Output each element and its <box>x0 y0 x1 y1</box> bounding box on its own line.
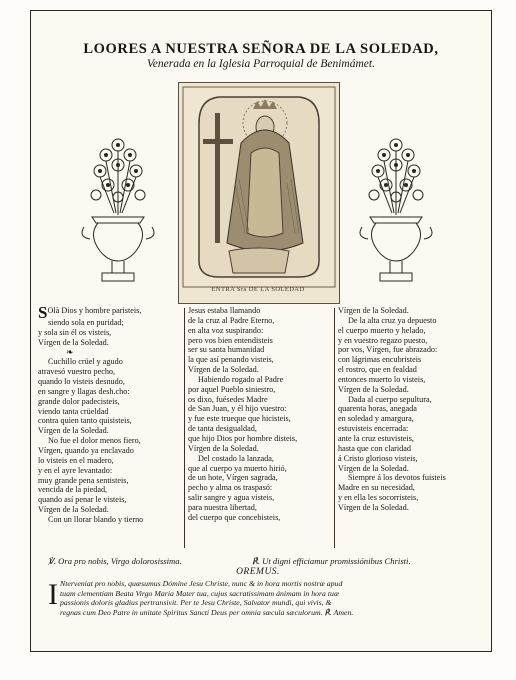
prayer-initial: I <box>48 578 58 611</box>
verse-line: Habiendo rogado al Padre <box>198 374 284 384</box>
verse-line: muy grande pena sentisteis, <box>38 475 129 485</box>
verse-line: Jesus estaba llamando <box>188 306 261 315</box>
verse-line: salir sangre y agua visteis, <box>188 493 275 503</box>
column-divider <box>334 308 335 548</box>
verse-line: vencida de la piedad, <box>38 485 108 495</box>
verse-line: Vírgen de la Soledad. <box>338 306 409 315</box>
verse-line: el cuerpo muerto y helado, <box>338 325 426 335</box>
verse-line: en sangre y llagas desh.cho: <box>38 386 130 396</box>
column-divider <box>184 308 185 548</box>
verse-line: No fue el dolor menos fiero, <box>48 436 141 446</box>
verse-line: quando así penar le visteis, <box>38 495 127 505</box>
verse-line: la que así penando visteis, <box>188 355 274 365</box>
ornament-icon: ❧ <box>66 346 74 357</box>
virgin-icon <box>179 83 339 303</box>
verse-line: Vírgen de la Soledad. <box>338 463 409 473</box>
prayer-line: Nterveniat pro nobis, quæsumus Dómine Jesu Christe, nunc & in hora mortis nostræ apud <box>60 579 343 588</box>
prayer-line: passionis doloris gladius pertransivit. Per te Jesu Christe, Salvator mundi, qui vivis, & <box>60 598 332 608</box>
verse-line: lo visteis en el madero, <box>38 455 114 465</box>
verse-line: para nuestra libertad, <box>188 502 257 512</box>
page-title: LOORES A NUESTRA SEÑORA DE LA SOLEDAD, <box>83 41 439 57</box>
verse-line: en soledad y amargura, <box>338 414 414 424</box>
prayer-text <box>48 579 468 617</box>
verse-line: quando lo visteis desnudo, <box>38 377 125 387</box>
verse-line: Vírgen de la Soledad. <box>38 426 109 436</box>
verse-line: siendo sola en puridad; <box>48 318 124 327</box>
drop-initial: S <box>38 303 48 322</box>
verse-line-text: Olà Dios y hombre paristeis, <box>47 306 142 315</box>
verse-line: pecho y alma os traspasó: <box>188 483 273 493</box>
verse-line: atravesó vuestro pecho, <box>38 367 116 377</box>
verse-line: de un hote, Vírgen sagrada, <box>188 473 278 483</box>
verse-line: Vírgen de la Soledad. <box>38 337 109 347</box>
verse-line: por aquel Pueblo siniestro, <box>188 384 276 394</box>
versicle-v: ℣. Ora pro nobis, Virgo dolorosissima. <box>48 556 182 566</box>
verse-line: y en ella les socorristeis, <box>338 493 419 503</box>
verse-line: viendo tanta crüeldad <box>38 406 109 416</box>
verse-line: que al cuerpo ya muerto hirió, <box>188 463 287 473</box>
verse-line: de la cruz al Padre Eterno, <box>188 315 275 325</box>
verse-line: y en el ayre levantado: <box>38 465 113 475</box>
verse-line: que hijo Dios por hombre disteis, <box>188 433 298 443</box>
prayer-line: regnas cum Deo Patre in unitate Spiritus Sancti Deus per omnia sæcula sæculorum. ℟. Amen. <box>60 607 354 617</box>
flower-vase-right-icon <box>356 125 436 295</box>
verse-line: por vos, Vírgen, fue abrazado: <box>338 345 438 355</box>
verse-line: estuvisteis encerrada: <box>338 424 409 434</box>
versicle-r: ℟. Ut digni efficiamur promissiónibus Christi. <box>252 556 411 566</box>
verse-line: pero vos bien entendisteis <box>188 335 273 345</box>
virgin-engraving <box>178 82 340 304</box>
verse-line: os dixo, fuésedes Madre <box>188 394 268 404</box>
verse-line: Con un llorar blando y tierno <box>48 514 144 524</box>
verse-line: Del costado la lanzada, <box>198 453 274 463</box>
verse-line: y fue este trueque que hicisteis, <box>188 414 291 424</box>
verse-line: De la alta cruz ya depuesto <box>348 315 437 325</box>
verse-line: hasta que con claridad <box>338 443 411 453</box>
engraving-caption: ENTRA Sra DE LA SOLEDAD <box>211 286 305 293</box>
verse-column-3 <box>338 306 480 513</box>
verse-line: ser su santa humanidad <box>188 345 265 355</box>
verse-line: y sola sin él os visteis, <box>38 327 112 337</box>
verse-line: del cuerpo que concebisteis, <box>188 512 281 522</box>
verse-line: Vírgen de la Soledad. <box>38 505 109 515</box>
verse-column-2 <box>188 306 330 523</box>
verse-line: Vírgen, quando ya enclavado <box>38 445 134 455</box>
flower-vase-left-icon <box>78 125 158 295</box>
verse-line: grande dolor padecisteis, <box>38 396 120 406</box>
verse-line: Vírgen de la Soledad. <box>338 384 409 394</box>
verse-line: ante la cruz estuvisteis, <box>338 433 414 443</box>
verse-line: quarenta horas, anegada <box>338 404 417 414</box>
verse-line: Vírgen de la Soledad. <box>188 443 259 453</box>
verse-line: con lágrimas encubristeis <box>338 355 422 365</box>
verse-line: el rostro, que en fealdad <box>338 365 417 375</box>
verse-line: Madre en su necesidad, <box>338 483 415 493</box>
verse-line: á Cristo glorioso visteis, <box>338 453 418 463</box>
verse-line: Vírgen de la Soledad. <box>188 365 259 375</box>
verse-line: de tanta desigualdad, <box>188 424 257 434</box>
verse-line: Cuchillo crüel y agudo <box>48 357 123 367</box>
verse-line: en alta voz suspirando: <box>188 325 264 335</box>
prayer-line: tuam clementiam Beata Virgo Maria Mater tua, cujus sacratissimam ánimam in hora tuæ <box>60 588 340 598</box>
verse-line: entonces muerto lo visteis, <box>338 374 426 384</box>
verse-line: de San Juan, y él hijo vuestro: <box>188 404 287 414</box>
verse-column-1 <box>38 303 180 525</box>
oremus-heading: OREMUS. <box>236 567 280 577</box>
verse-line: Siempre á los devotos fuisteis <box>348 473 446 483</box>
verse-line: Dada al cuerpo sepultura, <box>348 394 432 404</box>
verse-line: Vírgen de la Soledad. <box>338 502 409 512</box>
verse-line: y en vuestro regazo puesto, <box>338 335 428 345</box>
verse-line <box>38 303 180 322</box>
page-subtitle: Venerada en la Iglesia Parroquial de Benimámet. <box>147 58 375 70</box>
verse-line: contra quien tanto quisisteis, <box>38 416 132 426</box>
